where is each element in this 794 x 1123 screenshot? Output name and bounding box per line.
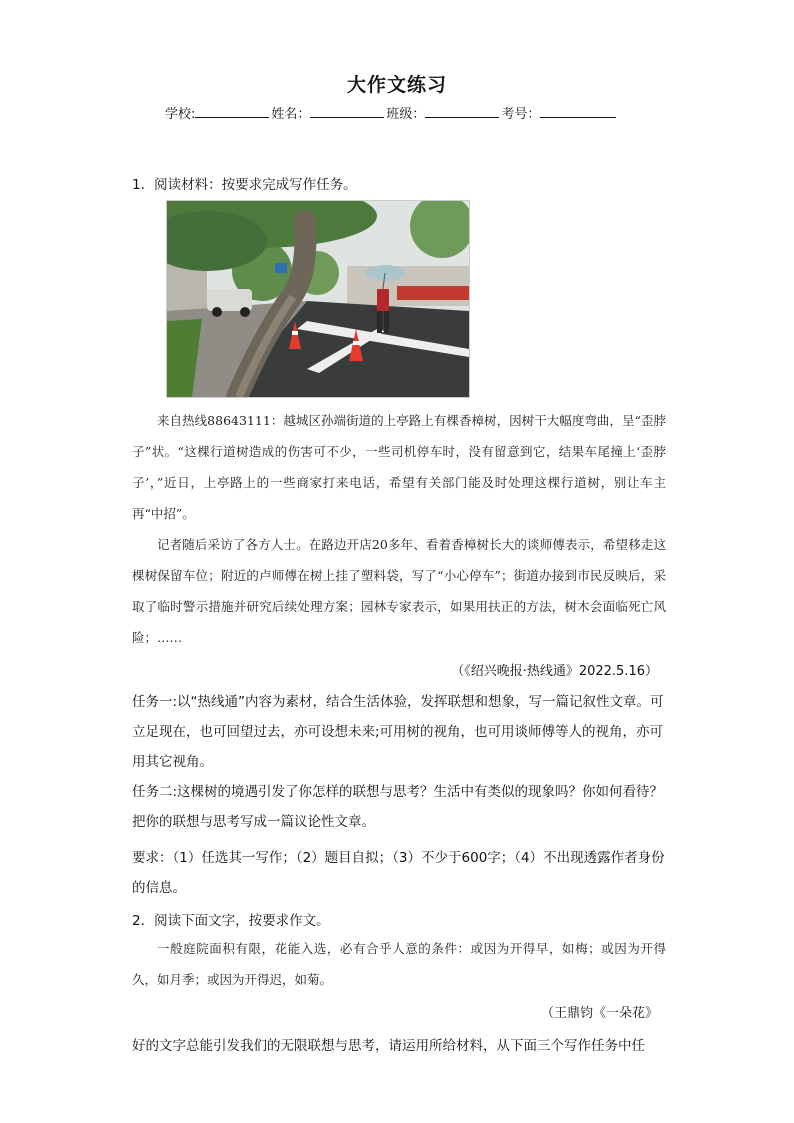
question2-source: （王鼎钧《一朵花》 xyxy=(540,1006,658,1021)
task-one: 任务一:以“热线通”内容为素材，结合生活体验，发挥联想和想象，写一篇记叙性文章。可立足现在，也可回望过去，亦可设想未来;可用树的视角，也可用谈师傅等人的视角，亦可用其它视角。 xyxy=(132,694,664,770)
exam-no-label: 考号： xyxy=(501,107,541,122)
question2-prompt: 2．阅读下面文字，按要求作文。 xyxy=(132,913,330,929)
exam-no-blank xyxy=(540,104,616,118)
requirements: 要求：（1）任选其一写作；（2）题目自拟；（3）不少于600字；（4）不出现透露作者身份的信息。 xyxy=(132,850,665,896)
class-label: 班级： xyxy=(386,107,426,122)
document-title: 大作文练习 xyxy=(346,74,447,96)
class-blank xyxy=(425,104,499,118)
street-tree-photo xyxy=(166,200,470,398)
material-source: （《绍兴晚报·热线通》2022.5.16） xyxy=(451,664,658,679)
name-blank xyxy=(310,104,384,118)
question2-quote: 一般庭院面积有限，花能入选，必有合乎人意的条件：或因为开得早，如梅；或因为开得久，如月季；或因为开得迟，如菊。 xyxy=(132,941,666,987)
student-info-line xyxy=(165,103,618,122)
school-blank xyxy=(195,104,269,118)
material-paragraph-1: 来自热线88643111：越城区孙端街道的上亭路上有棵香樟树，因树干大幅度弯曲，呈“歪脖子”状。“这棵行道树造成的伤害可不少，一些司机停车时，没有留意到它，结果车尾撞上‘歪脖子’，”近日，上亭路上的一些商家打来电话，希望有关部门能及时处理这棵行道树，别让车主再“中招”。 xyxy=(132,413,666,521)
question1-prompt: 1．阅读材料：按要求完成写作任务。 xyxy=(132,177,357,193)
task-two: 任务二:这棵树的境遇引发了你怎样的联想与思考？生活中有类似的现象吗？你如何看待？把你的联想与思考写成一篇议论性文章。 xyxy=(132,784,664,830)
school-label: 学校: xyxy=(165,107,196,122)
name-label: 姓名： xyxy=(271,107,311,122)
material-paragraph-2: 记者随后采访了各方人士。在路边开店20多年、看着香樟树长大的谈师傅表示，希望移走这棵树保留车位；附近的卢师傅在树上挂了塑料袋，写了“小心停车”；街道办接到市民反映后，采取了临时警示措施并研究后续处理方案；园林专家表示，如果用扶正的方法，树木会面临死亡风险；…… xyxy=(132,537,666,645)
question2-continuation: 好的文字总能引发我们的无限联想与思考，请运用所给材料，从下面三个写作任务中任 xyxy=(132,1038,645,1054)
